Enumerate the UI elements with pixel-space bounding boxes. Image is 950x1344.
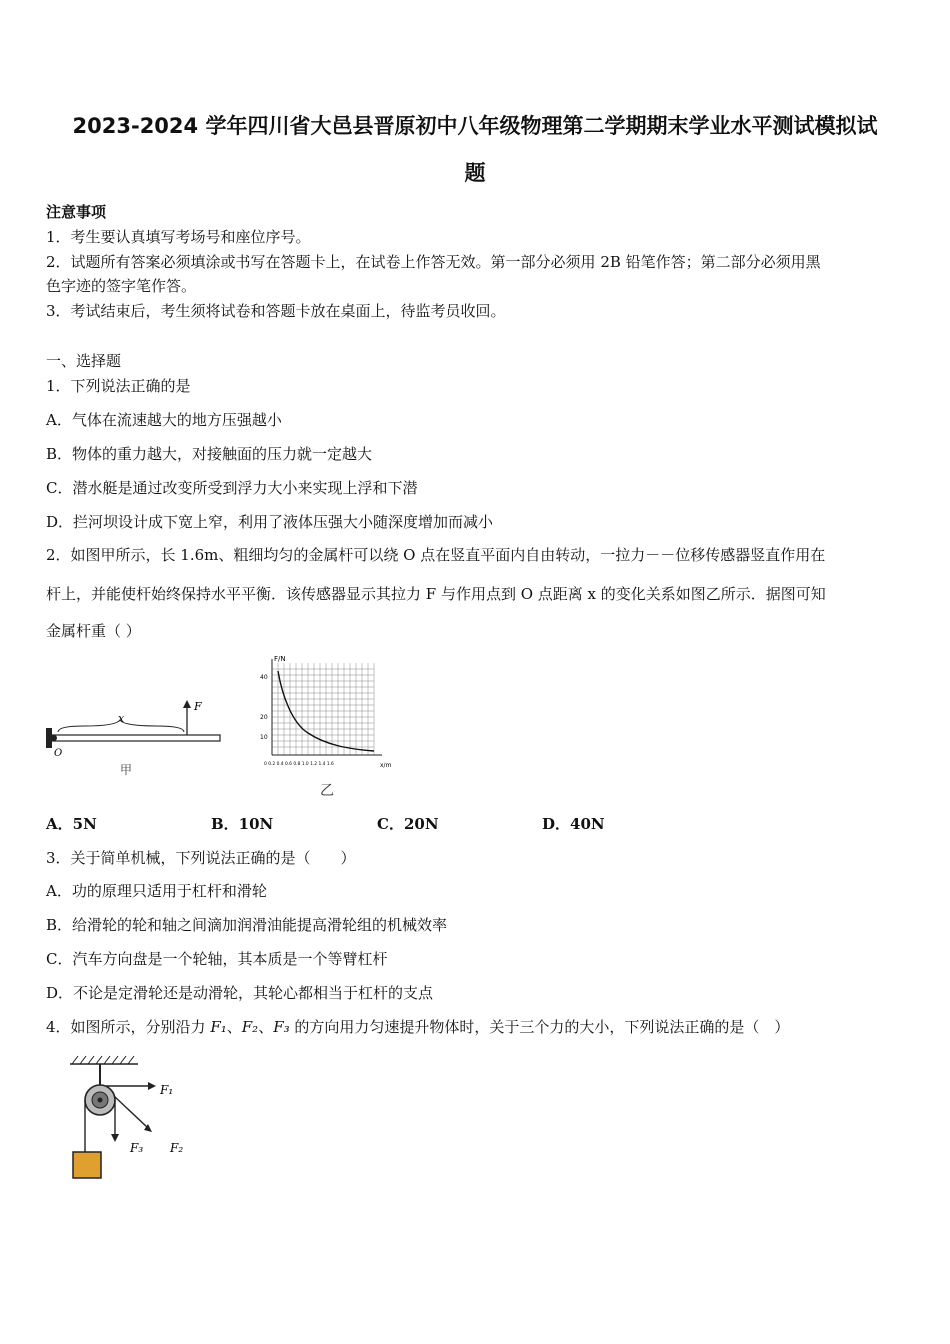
- lever-figure: [44, 660, 234, 780]
- q3-option-d: D．不论是定滑轮还是动滑轮，其轮心都相当于杠杆的支点: [46, 984, 434, 1002]
- f2-arrow: [114, 1096, 148, 1128]
- q4-stem-pre: 4．如图所示，分别沿力: [46, 1018, 211, 1036]
- notice-item: 1．考生要认真填写考场号和座位序号。: [46, 228, 311, 246]
- y-axis-label: F/N: [274, 655, 286, 663]
- f1-arrowhead: [148, 1082, 156, 1090]
- label-F: F: [194, 700, 202, 713]
- q2-option-c: C．20N: [377, 815, 439, 833]
- q2-option-a: A．5N: [46, 815, 97, 833]
- q2-stem-line3: 金属杆重（ ）: [46, 622, 141, 640]
- caption-jia: 甲: [120, 763, 133, 777]
- q4-stem: [46, 1017, 789, 1037]
- label-F1: F₁: [160, 1083, 174, 1097]
- q3-option-b: B．给滑轮的轮和轴之间滴加润滑油能提高滑轮组的机械效率: [46, 916, 448, 934]
- q2-option-d: D．40N: [542, 815, 605, 833]
- q3-option-c: C．汽车方向盘是一个轮轴，其本质是一个等臂杠杆: [46, 950, 388, 968]
- q2-stem-line1: 2．如图甲所示，长 1.6m、粗细均匀的金属杆可以绕 O 点在竖直平面内自由转动，一拉力－－位移传感器竖直作用在: [46, 546, 826, 564]
- notice-item: 色字迹的签字笔作答。: [46, 277, 197, 295]
- ceiling-hatch: [72, 1056, 134, 1064]
- pivot-point: [51, 735, 57, 741]
- exam-title-line1: 2023-2024 学年四川省大邑县晋原初中八年级物理第二学期期末学业水平测试模拟试: [72, 114, 878, 138]
- q4-stem-post: 的方向用力匀速提升物体时，关于三个力的大小，下列说法正确的是（ ）: [289, 1018, 790, 1036]
- y-tick: 40: [260, 674, 268, 681]
- force-distance-graph: [258, 655, 398, 800]
- q4-f3: F₃: [273, 1018, 290, 1036]
- q2-stem-line2: 杆上，并能使杆始终保持水平平衡．该传感器显示其拉力 F 与作用点到 O 点距离 x 的变化关系如图乙所示．据图可知: [46, 585, 826, 603]
- q4-f1: F₁: [210, 1018, 227, 1036]
- q1-stem: 1．下列说法正确的是: [46, 377, 191, 395]
- force-arrowhead: [183, 700, 191, 708]
- q3-option-a: A．功的原理只适用于杠杆和滑轮: [46, 882, 267, 900]
- x-ticks: 0 0.2 0.4 0.6 0.8 1.0 1.2 1.4 1.6: [264, 762, 334, 767]
- notice-item: 2．试题所有答案必须填涂或书写在答题卡上，在试卷上作答无效。第一部分必须用 2B 铅笔作答；第二部分必须用黑: [46, 253, 821, 271]
- metal-rod: [52, 735, 220, 741]
- label-F2: F₂: [170, 1141, 184, 1155]
- notice-item: 3．考试结束后，考生须将试卷和答题卡放在桌面上，待监考员收回。: [46, 302, 506, 320]
- q1-option-d: D．拦河坝设计成下宽上窄，利用了液体压强大小随深度增加而减小: [46, 513, 494, 531]
- q1-option-a: A．气体在流速越大的地方压强越小: [46, 411, 282, 429]
- q1-option-c: C．潜水艇是通过改变所受到浮力大小来实现上浮和下潜: [46, 479, 418, 497]
- q4-sep: 、: [226, 1018, 242, 1036]
- q4-sep: 、: [258, 1018, 274, 1036]
- load-block: [73, 1152, 101, 1178]
- y-tick: 20: [260, 714, 268, 721]
- notice-heading: 注意事项: [46, 203, 107, 221]
- section-heading: 一、选择题: [46, 352, 122, 370]
- caption-yi: 乙: [320, 783, 334, 799]
- exam-title-line2: 题: [464, 161, 486, 185]
- q4-f2: F₂: [241, 1018, 259, 1036]
- label-x: x: [118, 712, 125, 725]
- label-O: O: [54, 748, 63, 759]
- pulley-figure: [64, 1052, 224, 1192]
- q1-option-b: B．物体的重力越大，对接触面的压力就一定越大: [46, 445, 373, 463]
- f3-arrowhead: [111, 1134, 119, 1142]
- y-tick: 10: [260, 734, 268, 741]
- pulley-axle: [98, 1098, 103, 1103]
- q3-stem: 3．关于简单机械，下列说法正确的是（ ）: [46, 849, 356, 867]
- q2-option-b: B．10N: [211, 815, 274, 833]
- x-axis-label: x/m: [380, 762, 392, 769]
- label-F3: F₃: [130, 1141, 144, 1155]
